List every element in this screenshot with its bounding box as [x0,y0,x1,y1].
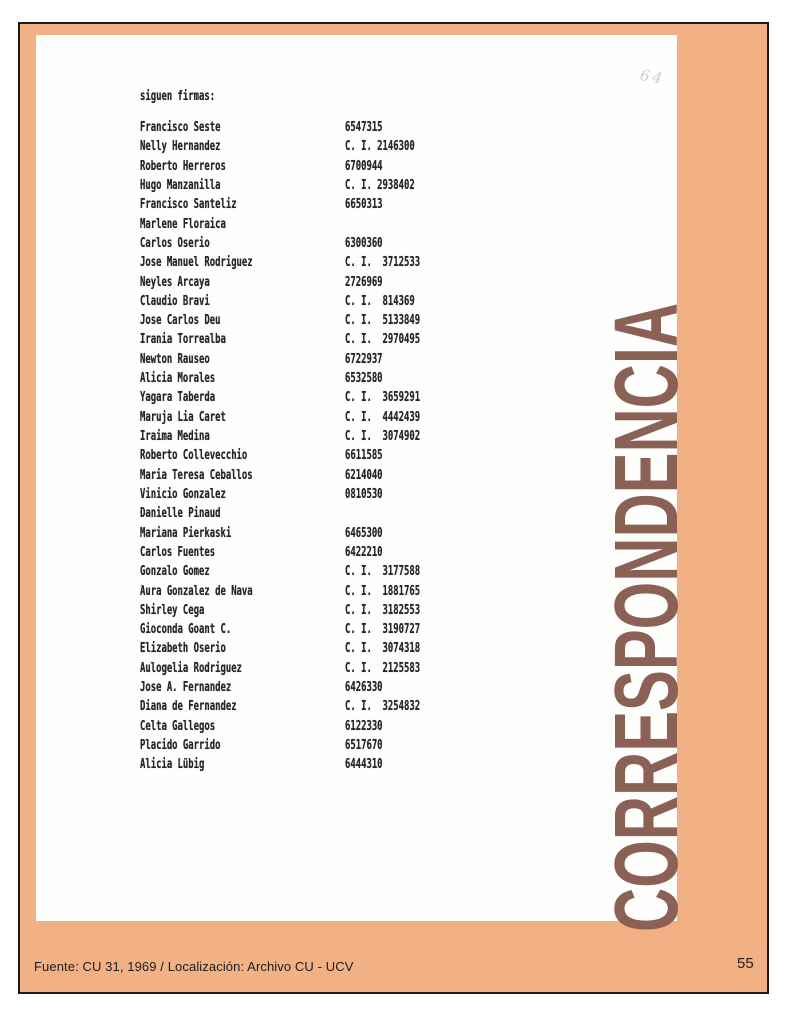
signatory-name: Jose Manuel Rodriguez [140,254,253,271]
signatory-id: C. I. 3182553 [345,601,421,618]
signatory-name: Maruja Lia Caret [140,408,226,425]
signatory-row [140,544,660,563]
signatory-row [140,486,660,505]
signatory-id: C. I. 3254832 [345,698,421,715]
signatory-id: 6700944 [345,157,383,174]
signatory-name: Iraima Medina [140,428,210,444]
signatory-name: Roberto Herreros [140,157,226,174]
signatory-id: 0810530 [345,485,383,502]
signatory-row [140,660,660,679]
signatory-id: 6465300 [345,524,383,541]
handwritten-pencil-mark: 64 [638,65,667,89]
signatory-row [140,698,660,717]
signatory-name: Alicia Lübig [140,756,205,773]
signatory-row [140,621,660,640]
signatory-row [140,428,660,447]
signatory-row [140,254,660,273]
signatory-id: C. I. 5133849 [345,312,421,329]
signatory-row [140,718,660,737]
source-caption: Fuente: CU 31, 1969 / Localización: Archivo CU - UCV [34,959,354,974]
signatory-id: 6426330 [345,679,383,696]
signatory-name: Mariana Pierkaski [140,524,232,541]
signatory-id: 6611585 [345,447,383,464]
signatory-name: Maria Teresa Ceballos [140,466,253,483]
signatory-name: Aura Gonzalez de Nava [140,582,253,599]
signatory-row [140,119,660,138]
signatory-row [140,389,660,408]
signatory-id: C. I. 3712533 [345,254,421,271]
signatory-row [140,196,660,215]
page-number: 55 [737,955,754,972]
signatory-id: 6650313 [345,196,383,213]
signatory-row [140,409,660,428]
signatory-row [140,138,660,157]
signatory-name: Aulogelia Rodriguez [140,659,242,676]
signatory-row [140,293,660,312]
signatory-id: C. I. 2938402 [345,176,415,193]
signatory-name: Francisco Santeliz [140,196,237,213]
signatory-name: Placido Garrido [140,737,221,753]
signatory-row [140,467,660,486]
signatory-row [140,602,660,621]
signatory-row [140,177,660,196]
signatory-name: Diana de Fernandez [140,698,237,715]
signatory-name: Gonzalo Gomez [140,563,210,580]
signatory-row [140,216,660,235]
signatory-row [140,563,660,582]
signatory-id: C. I. 2146300 [345,138,415,155]
signatory-id: C. I. 4442439 [345,408,421,425]
signatory-id: C. I. 3659291 [345,389,421,406]
signatory-row [140,235,660,254]
signatory-list [140,119,660,776]
signatory-name: Carlos Fuentes [140,543,216,560]
signatory-id: 2726969 [345,273,383,290]
signatory-name: Celta Gallegos [140,717,216,734]
signatory-name: Irania Torrealba [140,331,226,348]
signatory-id: 6214040 [345,466,383,483]
signatory-row [140,505,660,524]
signatory-id: C. I. 2970495 [345,331,421,348]
signatory-id: 6422210 [345,543,383,560]
signatory-name: Alicia Morales [140,370,216,387]
signatory-id: C. I. 3177588 [345,563,421,580]
signatory-name: Roberto Collevecchio [140,447,248,464]
signatory-id: C. I. 2125583 [345,659,421,676]
signatory-row [140,640,660,659]
signatory-id: C. I. 3074902 [345,428,421,444]
signatory-name: Elizabeth Oserio [140,640,226,657]
signatory-name: Jose Carlos Deu [140,312,221,329]
signatory-name: Claudio Bravi [140,292,210,309]
signatory-row [140,331,660,350]
signatory-row [140,447,660,466]
signatory-name: Carlos Oserio [140,234,210,251]
signatory-id: C. I. 814369 [345,292,415,309]
signatory-row [140,312,660,331]
signatory-name: Jose A. Fernandez [140,679,232,696]
signatory-name: Hugo Manzanilla [140,176,221,193]
signatory-name: Yagara Taberda [140,389,216,406]
signatory-name: Marlene Floraica [140,215,226,232]
signatory-row [140,351,660,370]
signatory-row [140,158,660,177]
signatory-id: C. I. 1881765 [345,582,421,599]
letter-heading: siguen firmas: [140,88,216,104]
signatory-row [140,274,660,293]
signatory-row [140,525,660,544]
section-title-vertical: CORRESPONDENCIA [597,302,697,932]
signatory-name: Vinicio Gonzalez [140,485,226,502]
scanned-letter-page [36,35,677,921]
signatory-name: Newton Rauseo [140,350,210,367]
signatory-row [140,756,660,775]
signatory-id: 6517670 [345,737,383,753]
signatory-name: Shirley Cega [140,601,205,618]
signatory-name: Neyles Arcaya [140,273,210,290]
signatory-id: 6532580 [345,370,383,387]
signatory-row [140,679,660,698]
signatory-name: Danielle Pinaud [140,505,221,522]
signatory-id: 6444310 [345,756,383,773]
signatory-name: Gioconda Goant C. [140,621,232,638]
signatory-id: 6122330 [345,717,383,734]
signatory-id: C. I. 3190727 [345,621,421,638]
signatory-row [140,583,660,602]
signatory-id: 6722937 [345,350,383,367]
signatory-id: 6300360 [345,234,383,251]
signatory-name: Nelly Hernandez [140,138,221,155]
signatory-name: Francisco Seste [140,119,221,135]
signatory-row [140,370,660,389]
signatory-row [140,737,660,756]
signatory-id: 6547315 [345,119,383,135]
signatory-id: C. I. 3074318 [345,640,421,657]
